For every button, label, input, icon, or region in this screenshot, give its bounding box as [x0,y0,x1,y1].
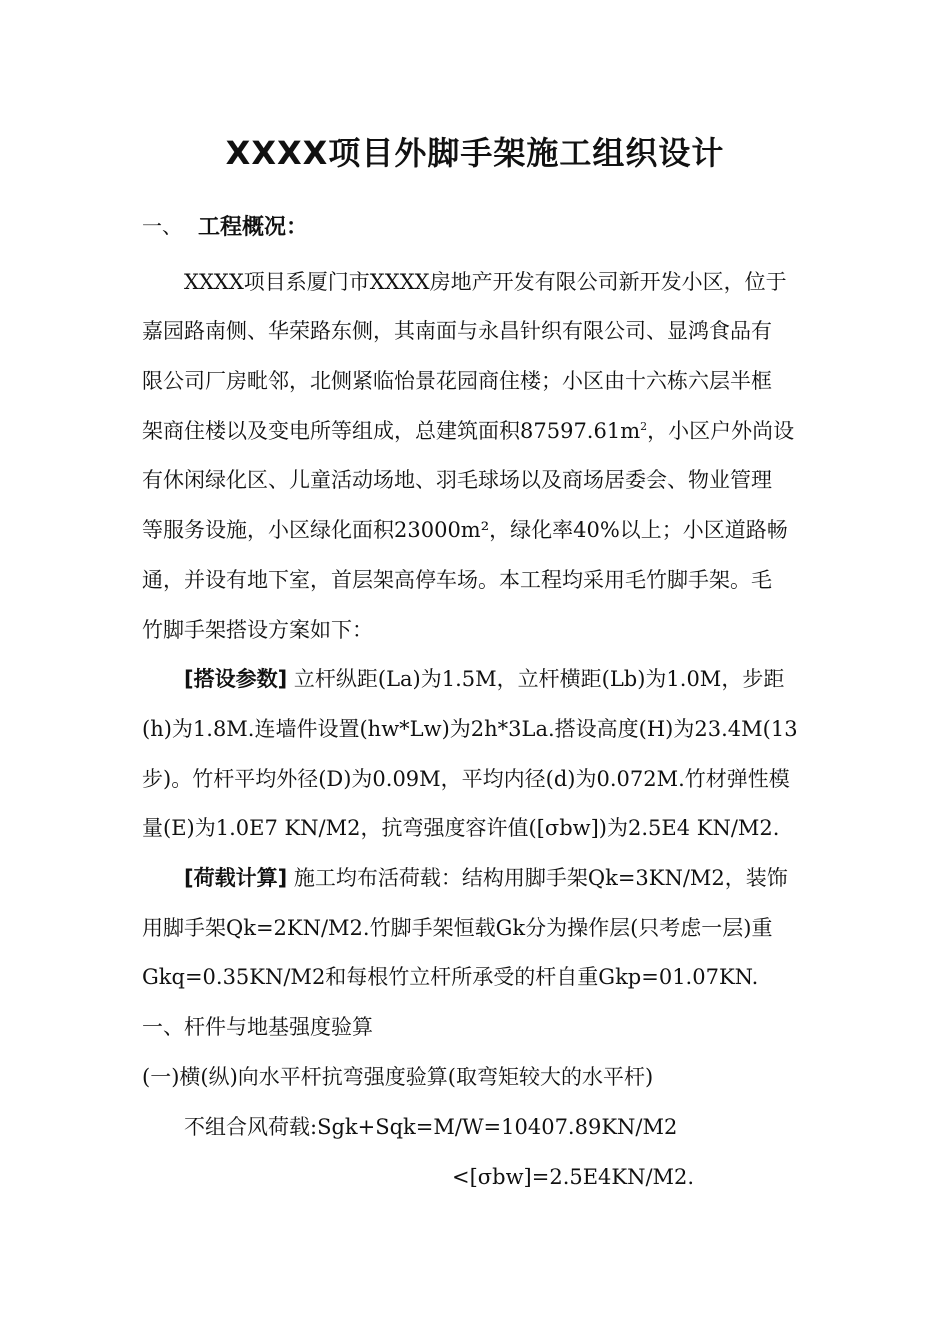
document-title: XXXX项目外脚手架施工组织设计 [225,134,725,172]
calc-line: 不组合风荷载:Sgk+Sqk=M/W=10407.89KN/M2 [184,1115,678,1139]
paragraph-line [184,669,784,690]
subsection-heading: (一)横(纵)向水平杆抗弯强度验算(取弯矩较大的水平杆) [142,1065,654,1089]
paragraph-line: XXXX项目系厦门市XXXX房地产开发有限公司新开发小区，位于 [184,270,787,294]
section-number: 一、 [142,214,182,238]
paragraph-line: 竹脚手架搭设方案如下： [142,618,373,642]
paragraph-line: 有休闲绿化区、儿童活动场地、羽毛球场以及商场居委会、物业管理 [142,468,772,492]
paragraph-line: 量(E)为1.0E7 KN/M2，抗弯强度容许值([σbw])为2.5E4 KN/M2. [142,816,780,840]
paragraph-text: ，小区户外尚设 [647,419,795,443]
paragraph-line: 通，并设有地下室，首层架高停车场。本工程均采用毛竹脚手架。毛 [142,568,772,592]
paragraph-line [184,868,788,889]
paragraph-line: 等服务设施，小区绿化面积23000m²，绿化率40%以上；小区道路畅 [142,518,788,542]
paragraph-text: 施工均布活荷载：结构用脚手架Qk=3KN/M2，装饰 [293,866,788,890]
section-label: 工程概况： [198,215,309,240]
section-heading-strength: 一、杆件与地基强度验算 [142,1015,373,1039]
paragraph-line [142,421,794,442]
load-heading: [荷载计算] [184,866,288,890]
paragraph-line: 步)。竹杆平均外径(D)为0.09M，平均内径(d)为0.072M.竹材弹性模 [142,767,790,791]
superscript: 2 [640,420,648,433]
paragraph-line: (h)为1.8M.连墙件设置(hw*Lw)为2h*3La.搭设高度(H)为23.4M(13 [142,717,798,741]
section-heading-overview [142,210,309,240]
paragraph-line: Gkq=0.35KN/M2和每根竹立杆所承受的杆自重Gkp=01.07KN. [142,965,759,989]
paragraph-text: 立杆纵距(La)为1.5M，立杆横距(Lb)为1.0M，步距 [293,667,785,691]
paragraph-line: 限公司厂房毗邻，北侧紧临怡景花园商住楼；小区由十六栋六层半框 [142,369,772,393]
calc-line: <[σbw]=2.5E4KN/M2. [452,1165,695,1189]
paragraph-line: 用脚手架Qk=2KN/M2.竹脚手架恒载Gk分为操作层(只考虑一层)重 [142,916,773,940]
paragraph-line: 嘉园路南侧、华荣路东侧，其南面与永昌针织有限公司、显鸿食品有 [142,319,772,343]
param-heading: [搭设参数] [184,667,288,691]
paragraph-text: 架商住楼以及变电所等组成，总建筑面积87597.61m [142,419,641,443]
